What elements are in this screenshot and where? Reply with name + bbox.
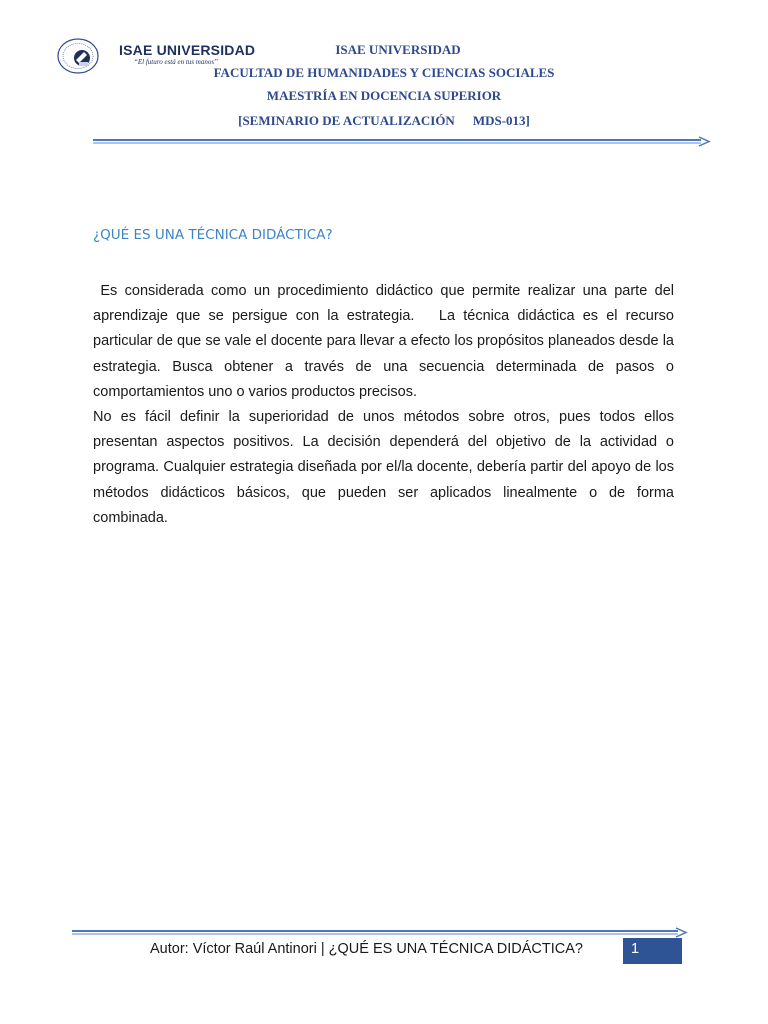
header-program: MAESTRÍA EN DOCENCIA SUPERIOR (266, 88, 502, 103)
header-faculty: FACULTAD DE HUMANIDADES Y CIENCIAS SOCIALES (213, 65, 555, 80)
header-course-name: [SEMINARIO DE ACTUALIZACIÓN (238, 113, 455, 128)
footer-author: Autor: Víctor Raúl Antinori | ¿QUÉ ES UNA TÉCNICA DIDÁCTICA? (150, 941, 583, 957)
page-number: 1 (623, 938, 682, 964)
document-body (93, 279, 679, 531)
header-course (0, 113, 768, 129)
header-institution: ISAE UNIVERSIDAD (335, 42, 461, 57)
logo-tagline: “El futuro está en tus manos” (134, 58, 218, 66)
document-title: ¿QUÉ ES UNA TÉCNICA DIDÁCTICA? (93, 227, 333, 243)
header-divider (93, 136, 711, 148)
footer-divider (72, 927, 688, 939)
logo-wordmark: ISAE UNIVERSIDAD (119, 42, 256, 58)
body-paragraph: Es considerada como un procedimiento didáctico que permite realizar una parte del aprendizaje que se persigue con la estrategia. La técnica didáctica es el recurso particular de que se vale el docente para llevar a efecto los propósitos planeados desde la estrategia. Busca obtener a través de una secuencia determinada de pasos o comportamientos uno o varios productos precisos. (93, 283, 679, 400)
body-paragraph: No es fácil definir la superioridad de unos métodos sobre otros, pues todos ellos presentan aspectos positivos. La decisión dependerá del objetivo de la actividad o programa. Cualquier estrategia diseñada por el/la docente, debería partir del apoyo de los métodos didácticos básicos, que pueden ser aplicados linealmente o de forma combinada. (93, 409, 674, 526)
header-course-code: MDS-013] (472, 113, 530, 128)
